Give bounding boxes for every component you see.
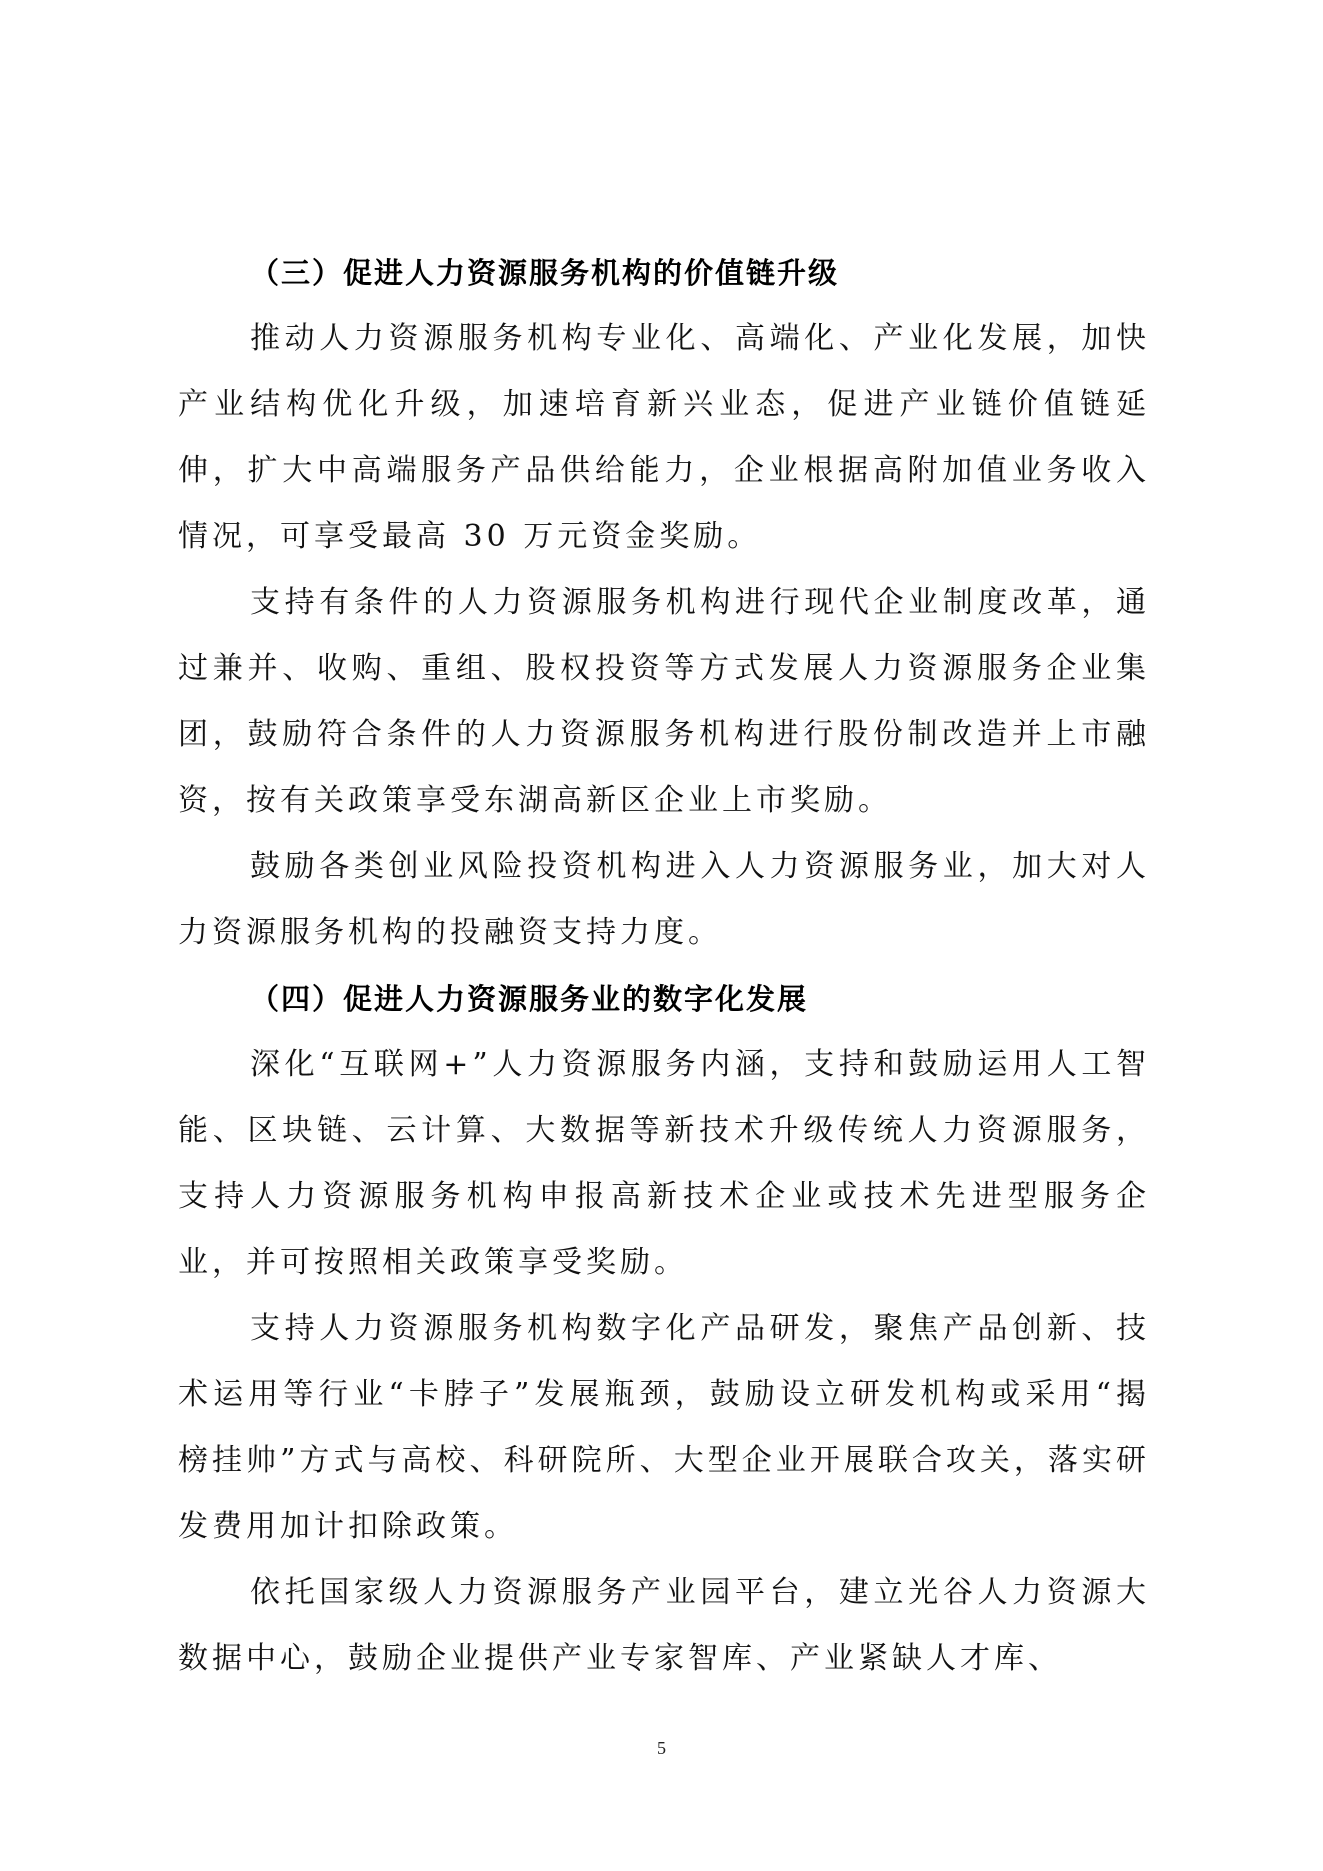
paragraph: 推动人力资源服务机构专业化、高端化、产业化发展，加快产业结构优化升级，加速培育新兴业态，促进产业链价值链延伸，扩大中高端服务产品供给能力，企业根据高附加值业务收入情况，可享受最高 30 万元资金奖励。	[178, 321, 1150, 554]
paragraph: 支持人力资源服务机构数字化产品研发，聚焦产品创新、技术运用等行业“卡脖子”发展瓶颈，鼓励设立研发机构或采用“揭榜挂帅”方式与高校、科研院所、大型企业开展联合攻关，落实研发费用加计扣除政策。	[178, 1311, 1150, 1544]
paragraph: 支持有条件的人力资源服务机构进行现代企业制度改革，通过兼并、收购、重组、股权投资等方式发展人力资源服务企业集团，鼓励符合条件的人力资源服务机构进行股份制改造并上市融资，按有关政策享受东湖高新区企业上市奖励。	[178, 585, 1150, 818]
paragraph: 深化“互联网+”人力资源服务内涵，支持和鼓励运用人工智能、区块链、云计算、大数据等新技术升级传统人力资源服务，支持人力资源服务机构申报高新技术企业或技术先进型服务企业，并可按照相关政策享受奖励。	[178, 1047, 1150, 1280]
section-heading-4: （四）促进人力资源服务业的数字化发展	[250, 982, 809, 1016]
paragraph: 鼓励各类创业风险投资机构进入人力资源服务业，加大对人力资源服务机构的投融资支持力度。	[178, 849, 1150, 950]
page-number: 5	[657, 1738, 666, 1758]
document-body	[178, 240, 1150, 1692]
section-heading-3: （三）促进人力资源服务机构的价值链升级	[250, 256, 840, 290]
paragraph: 依托国家级人力资源服务产业园平台，建立光谷人力资源大数据中心，鼓励企业提供产业专家智库、产业紧缺人才库、	[178, 1575, 1150, 1676]
